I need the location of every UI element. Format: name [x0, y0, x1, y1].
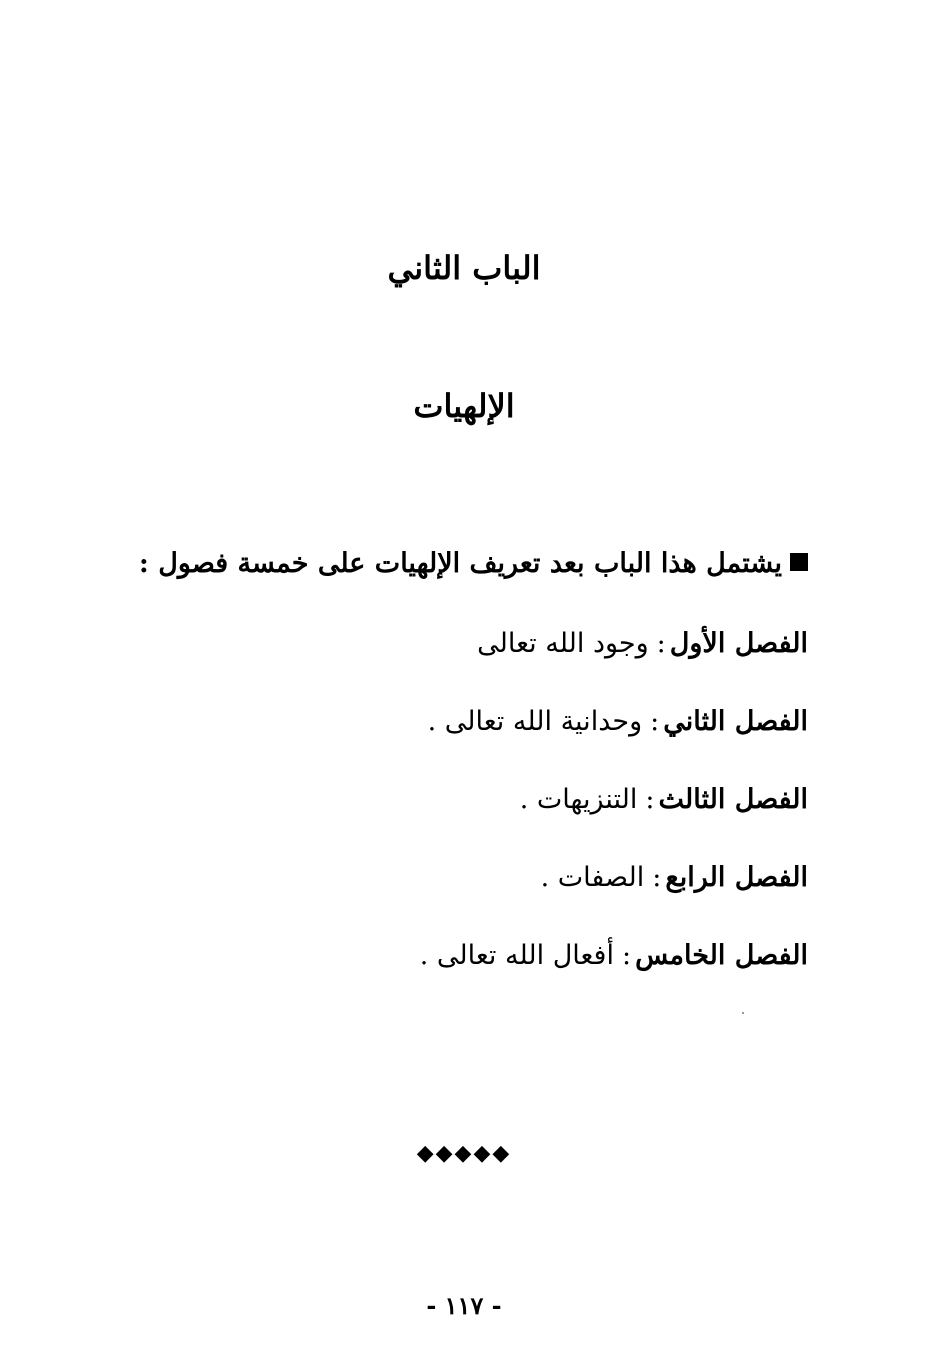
black-square-icon [790, 553, 808, 571]
chapter-separator: : [652, 862, 662, 893]
chapter-subtitle: الإلهيات [413, 387, 515, 425]
chapter-text: التنزيهات . [519, 784, 638, 815]
chapter-separator: : [656, 628, 666, 659]
chapter-item-1 [140, 620, 808, 698]
chapter-item-3 [140, 776, 808, 854]
chapter-item-2 [140, 698, 808, 776]
diamond-ornament: ◆◆◆◆◆ [416, 1141, 512, 1166]
chapter-label: الفصل الرابع [665, 862, 808, 893]
chapter-text: وجود الله تعالى [477, 628, 649, 659]
chapter-separator: : [650, 706, 660, 737]
intro-text: يشتمل هذا الباب بعد تعريف الإلهيات على خمسة فصول : [138, 548, 782, 579]
chapter-label: الفصل الخامس [635, 940, 808, 971]
chapter-separator: : [645, 784, 655, 815]
print-speck [742, 1012, 744, 1014]
chapter-list [140, 620, 808, 1010]
chapter-text: أفعال الله تعالى . [419, 940, 614, 971]
chapter-text: الصفات . [540, 862, 645, 893]
intro-paragraph [140, 543, 808, 585]
chapter-label: الفصل الثاني [663, 706, 808, 737]
chapter-item-4 [140, 854, 808, 932]
chapter-title: الباب الثاني [387, 249, 541, 287]
chapter-item-5 [140, 932, 808, 1010]
chapter-label: الفصل الأول [669, 628, 808, 659]
chapter-text: وحدانية الله تعالى . [427, 706, 643, 737]
chapter-separator: : [621, 940, 632, 971]
chapter-label: الفصل الثالث [658, 784, 808, 815]
page-number: - ١١٧ - [426, 1291, 502, 1320]
